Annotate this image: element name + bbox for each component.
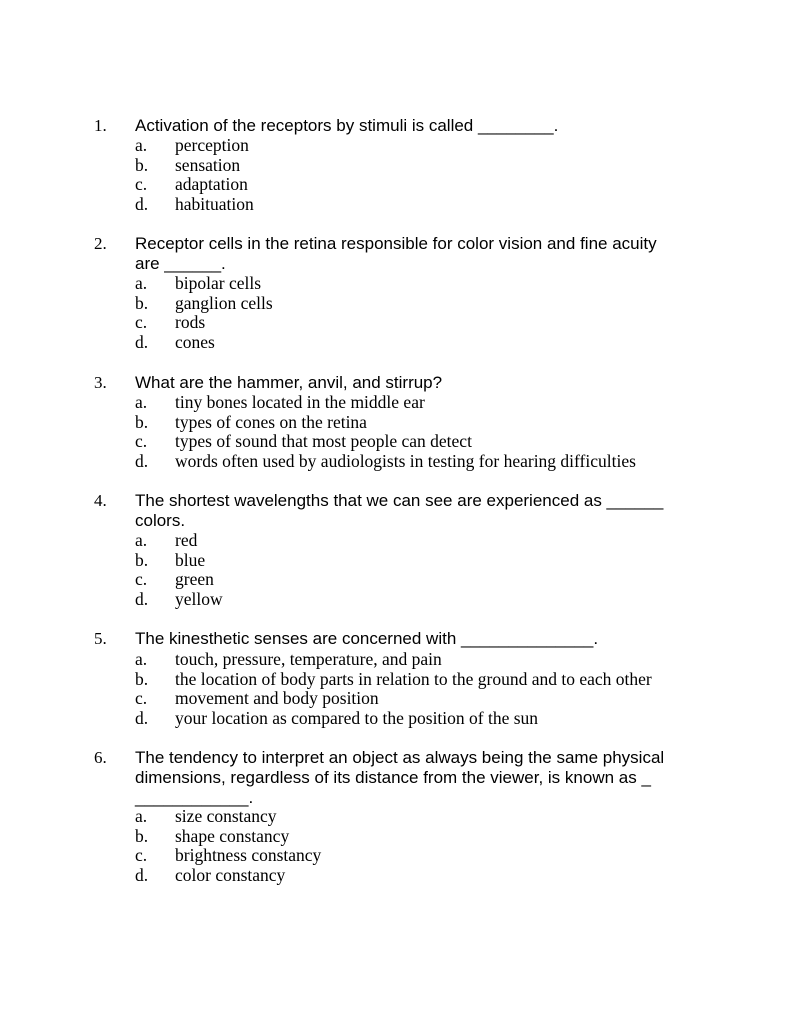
option-b	[0, 293, 791, 313]
option-text: tiny bones located in the middle ear	[175, 392, 425, 412]
option-text: sensation	[175, 154, 241, 175]
question-number: 5.	[94, 629, 107, 648]
option-text: color constancy	[175, 864, 286, 885]
option-letter: d.	[135, 193, 149, 214]
question-text: The tendency to interpret an object as always being the same physical dimensions, regardless of its distance from the viewer, is known as _ ____________.	[135, 748, 665, 807]
option-text: movement and body position	[175, 688, 379, 708]
option-letter: a.	[135, 649, 148, 669]
option-b	[0, 669, 791, 689]
option-b	[0, 412, 791, 432]
question-text: The kinesthetic senses are concerned with ______________.	[135, 629, 599, 648]
option-text: brightness constancy	[175, 845, 322, 865]
option-b	[0, 550, 791, 570]
option-c	[0, 312, 791, 332]
option-text: habituation	[175, 193, 254, 214]
option-d	[0, 589, 791, 609]
option-c	[0, 174, 791, 194]
option-letter: b.	[135, 411, 149, 432]
option-d	[0, 708, 791, 728]
option-letter: a.	[135, 273, 148, 293]
option-text: perception	[175, 135, 249, 155]
option-text: types of cones on the retina	[175, 411, 367, 432]
option-text: rods	[175, 312, 206, 332]
option-text: blue	[175, 549, 206, 570]
option-d	[0, 194, 791, 214]
option-text: size constancy	[175, 806, 277, 826]
option-text: adaptation	[175, 174, 248, 194]
option-c	[0, 431, 791, 451]
option-text: bipolar cells	[175, 273, 262, 293]
option-text: ganglion cells	[175, 292, 273, 313]
option-letter: c.	[135, 688, 148, 708]
option-a	[0, 806, 791, 826]
option-letter: d.	[135, 450, 149, 471]
option-text: the location of body parts in relation to the ground and to each other	[175, 668, 652, 689]
option-text: red	[175, 530, 198, 550]
option-text: words often used by audiologists in testing for hearing difficulties	[175, 450, 636, 471]
option-text: touch, pressure, temperature, and pain	[175, 649, 442, 669]
option-text: types of sound that most people can detect	[175, 431, 472, 451]
option-text: shape constancy	[175, 825, 290, 846]
option-letter: c.	[135, 312, 148, 332]
option-d	[0, 332, 791, 352]
option-text: cones	[175, 331, 215, 352]
option-text: your location as compared to the position of the sun	[175, 707, 539, 728]
option-b	[0, 155, 791, 175]
option-text: green	[175, 569, 214, 589]
question-text: The shortest wavelengths that we can see are experienced as ______ colors.	[135, 491, 664, 530]
option-letter: c.	[135, 431, 148, 451]
option-letter: a.	[135, 135, 148, 155]
option-letter: d.	[135, 707, 149, 728]
option-letter: b.	[135, 825, 149, 846]
option-a	[0, 392, 791, 412]
question-number: 6.	[94, 748, 107, 767]
question-number: 4.	[94, 491, 107, 510]
option-a	[0, 649, 791, 669]
option-a	[0, 135, 791, 155]
option-b	[0, 826, 791, 846]
option-letter: a.	[135, 530, 148, 550]
option-letter: a.	[135, 392, 148, 412]
option-letter: d.	[135, 331, 149, 352]
option-letter: c.	[135, 174, 148, 194]
option-c	[0, 569, 791, 589]
option-letter: b.	[135, 549, 149, 570]
option-a	[0, 273, 791, 293]
option-d	[0, 451, 791, 471]
question-text: What are the hammer, anvil, and stirrup?	[135, 373, 443, 392]
question-number: 3.	[94, 373, 107, 392]
option-letter: b.	[135, 668, 149, 689]
option-c	[0, 688, 791, 708]
question-number: 2.	[94, 234, 107, 253]
option-letter: c.	[135, 845, 148, 865]
question-number: 1.	[94, 116, 107, 135]
option-text: yellow	[175, 588, 223, 609]
option-letter: c.	[135, 569, 148, 589]
question-text: Receptor cells in the retina responsible for color vision and fine acuity are ______.	[135, 234, 657, 273]
option-letter: d.	[135, 588, 149, 609]
option-letter: b.	[135, 292, 149, 313]
option-letter: a.	[135, 806, 148, 826]
option-c	[0, 845, 791, 865]
option-letter: d.	[135, 864, 149, 885]
question-text: Activation of the receptors by stimuli is called ________.	[135, 116, 559, 135]
option-a	[0, 530, 791, 550]
option-d	[0, 865, 791, 885]
option-letter: b.	[135, 154, 149, 175]
